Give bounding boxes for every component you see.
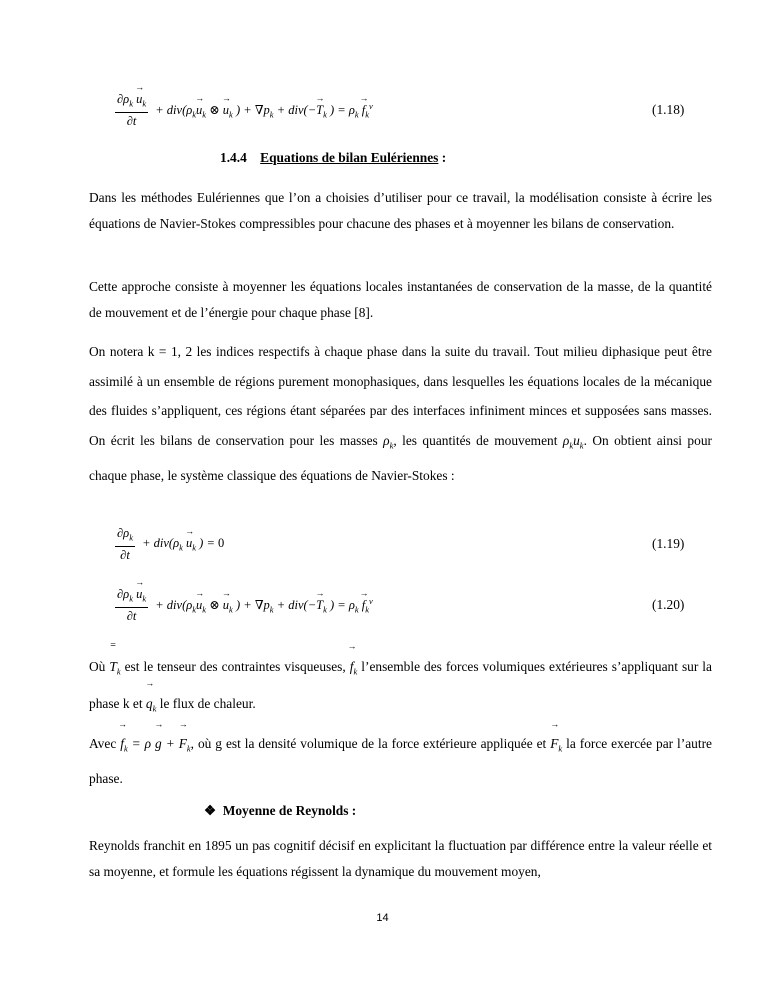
section-suffix: : bbox=[438, 150, 447, 165]
fraction: $\frac{\partial\rho_k}{\partial t}$ bbox=[117, 526, 133, 562]
paragraph: Dans les méthodes Eulériennes que l’on a choisies d’utiliser pour ce travail, la modélisation consiste à écrire les équations de Navier-Stokes compressibles pour chacune des phases et à moyenner les bilans de conservation. bbox=[89, 190, 712, 231]
paragraph-text: la force exercée par l’autre phase. bbox=[89, 736, 712, 786]
inline-math-rho-k: $\rho_k$ bbox=[383, 432, 394, 451]
section-title: Equations de bilan Eulériennes bbox=[260, 150, 439, 165]
equation-1-18: $\frac{\partial\rho_k \to u_k}{\partial t}$ + $div(\rho_k\to u_k$ ⊗ → $u_k$ ) + $\nabla p_k + div(-\to T_k$ ) = $\rho_k \to f_k^v$ bbox=[115, 88, 373, 132]
section-heading bbox=[220, 150, 446, 166]
paragraph-text: , les quantités de mouvement bbox=[393, 432, 558, 448]
fraction: $\frac{\partial\rho_k \to u_k}{\partial t}$ bbox=[115, 92, 148, 128]
paragraph-text: Avec bbox=[89, 736, 117, 751]
paragraph-text: est le tenseur des contraintes visqueuses, bbox=[124, 659, 346, 674]
section-number: 1.4.4 bbox=[220, 150, 247, 165]
diamond-bullet-icon: ❖ bbox=[204, 803, 217, 818]
paragraph: Reynolds franchit en 1895 un pas cognitif décisif en explicitant la fluctuation par différence entre la valeur réelle et sa moyenne, et formule les équations régissent la dynamique du mouvement moyen, bbox=[89, 838, 712, 879]
paragraph-text: l’ensemble des forces volumiques extérieures s’appliquant sur la phase k et bbox=[89, 659, 712, 711]
inline-math-force-sum: → $f_k = \rho \to g$ + → $F_k$ bbox=[120, 736, 190, 751]
paragraph: Cette approche consiste à moyenner les équations locales instantanées de conservation de la masse, de la quantité de mouvement et de l’énergie pour chaque phase [8]. bbox=[89, 279, 712, 320]
subheading bbox=[204, 803, 356, 819]
inline-math-rho-u: $\rho_ku_k$ bbox=[562, 432, 584, 451]
paragraph: Avec → $f_k = \rho \to g$ + → $F_k$, où g est la densité volumique de la force extérieure appliquée et → $F_k$ la force exercée par l’autre phase. bbox=[89, 729, 712, 794]
paragraph-text: On notera k = 1, 2 les indices respectifs à chaque phase dans la suite du travail. Tout milieu diphasique peut être assimilé à un ensemble de régions purement monophasiques, dans lesquelles les équations locales de la mécanique des fluides s’appliquent, ces régions étant séparées par des interfaces infiniment minces et supposées sans masses. On écrit les bilans de conservation pour les masses bbox=[89, 344, 712, 448]
equation-number: (1.20) bbox=[652, 597, 685, 612]
inline-math-tensor-t: = $T_k$ bbox=[109, 659, 120, 674]
inline-math-F-k: → $F_k$ bbox=[550, 736, 562, 751]
page-number: 14 bbox=[376, 912, 389, 924]
equation-number: (1.19) bbox=[652, 536, 685, 551]
paragraph-text: Où bbox=[89, 659, 106, 674]
subheading-title: Moyenne de Reynolds : bbox=[222, 803, 357, 818]
paragraph bbox=[89, 337, 712, 490]
paragraph-text: le flux de chaleur. bbox=[159, 695, 256, 711]
paragraph bbox=[89, 651, 712, 724]
equation-1-19: $\frac{\partial\rho_k}{\partial t}$ + $div(\rho_k \to u_k$ ) = 0 bbox=[115, 522, 224, 566]
inline-math-q-k: → $q_k$ bbox=[146, 696, 156, 711]
equation-number: (1.18) bbox=[652, 102, 685, 117]
inline-math-f-k: → $f_k$ bbox=[350, 659, 358, 674]
paragraph-text: où g est la densité volumique de la force extérieure appliquée et bbox=[197, 736, 547, 751]
fraction: $\frac{\partial\rho_k \to u_k}{\partial t}$ bbox=[115, 587, 148, 623]
paragraph-text: . On obtient ainsi pour chaque phase, le système classique des équations de Navier-Stokes : bbox=[89, 432, 712, 483]
equation-1-20: $\frac{\partial\rho_k \to u_k}{\partial t}$ + $div(\rho_k\to u_k$ ⊗ → $u_k$ ) + $\nabla p_k + div(-\to T_k$ ) = $\rho_k \to f_k^v$ bbox=[115, 583, 373, 627]
